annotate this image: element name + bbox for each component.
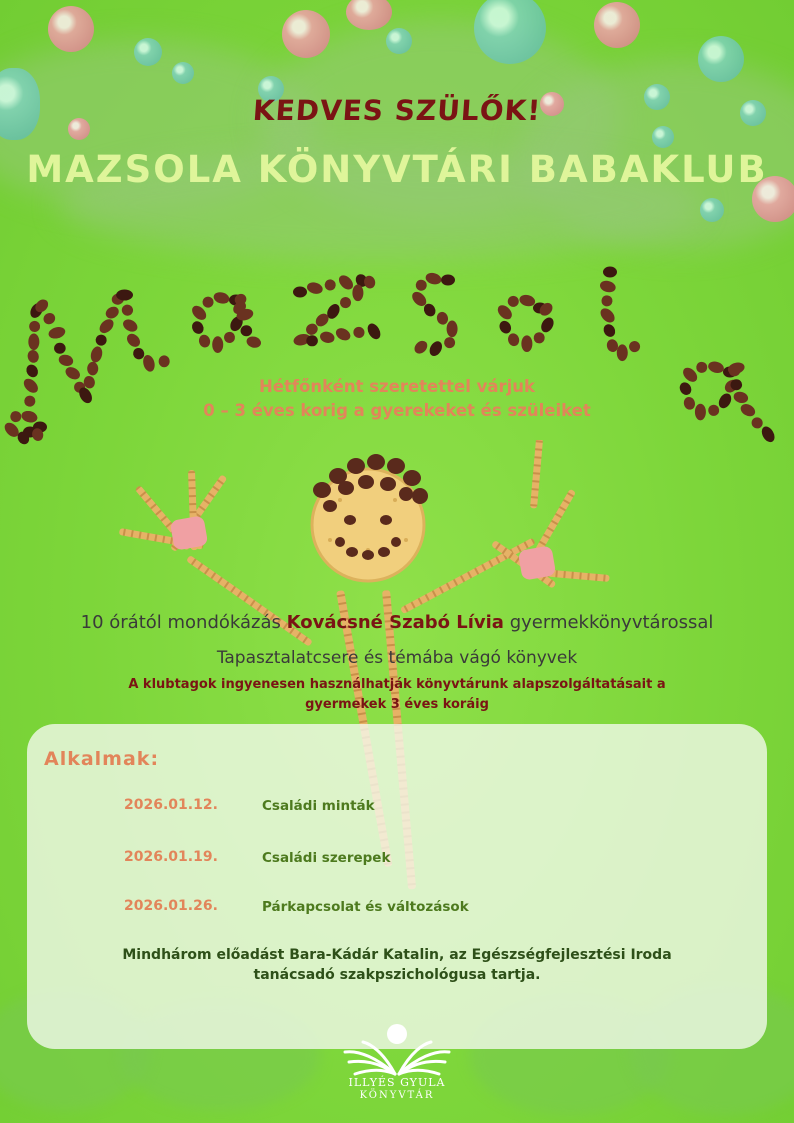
- free-service-line-1: A klubtagok ingyenesen használhatják könyvtárunk alapszolgáltatásait a: [128, 677, 666, 692]
- raisin: [336, 273, 355, 292]
- raisin: [190, 319, 206, 336]
- raisin: [352, 284, 363, 301]
- raisin: [28, 333, 39, 350]
- bubble-decoration: [134, 38, 162, 66]
- raisin: [507, 332, 521, 347]
- raisin: [427, 339, 444, 358]
- raisin: [694, 360, 709, 375]
- greeting-heading: KEDVES SZÜLŐK!: [251, 94, 543, 127]
- logo-line-1: ILLYÉS GYULA: [348, 1076, 446, 1089]
- raisin: [412, 338, 430, 356]
- raisin: [532, 331, 545, 345]
- session-date: 2026.01.19.: [124, 849, 218, 865]
- session-date: 2026.01.12.: [124, 797, 218, 813]
- raisin: [28, 320, 41, 334]
- free-service-line-2: gyermekek 3 éves koráig: [305, 697, 489, 712]
- bubble-decoration: [48, 6, 94, 52]
- raisin: [598, 306, 617, 325]
- bubble-decoration: [386, 28, 412, 54]
- raisin: [435, 311, 449, 326]
- intro-line-2: 0 – 3 éves korig a gyerekeket és szüleiket: [203, 401, 591, 420]
- raisin: [539, 315, 556, 334]
- sessions-title: Alkalmak:: [44, 748, 160, 770]
- raisin: [617, 344, 628, 361]
- host-role: gyermekkönyvtárossal: [509, 612, 714, 633]
- bubble-decoration: [282, 10, 330, 58]
- free-service-note: [0, 675, 794, 715]
- bubble-decoration: [698, 36, 744, 82]
- raisin: [104, 304, 121, 320]
- raisin: [521, 335, 532, 352]
- raisin: [365, 321, 383, 341]
- raisin: [441, 275, 455, 286]
- raisin: [323, 277, 338, 292]
- raisin: [306, 335, 318, 346]
- raisin: [121, 303, 135, 317]
- raisin: [97, 317, 116, 336]
- raisin: [424, 271, 442, 286]
- session-topic: Párkapcsolat és változások: [262, 899, 469, 915]
- raisin: [601, 322, 617, 339]
- raisin: [241, 325, 253, 336]
- raisin: [351, 325, 367, 341]
- exchange-line: Tapasztalatcsere és témába vágó könyvek: [216, 648, 578, 668]
- raisin: [497, 319, 513, 336]
- raisin: [707, 360, 725, 375]
- program-line: [0, 612, 794, 633]
- bubble-decoration: [700, 198, 724, 222]
- raisin: [159, 355, 170, 367]
- bubble-decoration: [594, 2, 640, 48]
- raisin: [212, 291, 230, 306]
- raisin: [212, 336, 223, 353]
- lecturer-note: [0, 945, 794, 985]
- open-book-sun-icon: [337, 1022, 457, 1122]
- program-time-text: 10 órától mondókázás: [80, 612, 281, 633]
- raisin: [89, 345, 104, 364]
- raisin: [443, 336, 456, 350]
- raisin: [599, 279, 617, 294]
- raisin: [306, 281, 324, 296]
- sessions-panel: [27, 724, 767, 1049]
- raisin: [121, 317, 140, 334]
- raisin: [47, 325, 66, 340]
- raisin: [57, 353, 74, 367]
- raisin: [124, 331, 142, 349]
- session-date: 2026.01.26.: [124, 898, 218, 914]
- raisin: [141, 354, 156, 373]
- raisin: [293, 287, 307, 298]
- lecturer-note-line-2: tanácsadó szakpszichológusa tartja.: [253, 967, 541, 983]
- raisin: [26, 349, 40, 364]
- raisin: [54, 343, 66, 354]
- raisin: [245, 335, 262, 349]
- raisin: [759, 424, 777, 444]
- raisin: [334, 326, 353, 343]
- raisin: [41, 311, 57, 326]
- intro-line-1: Hétfőnként szeretettel várjuk: [258, 377, 536, 396]
- lecturer-note-line-1: Mindhárom előadást Bara-Kádár Katalin, az Egészségfejlesztési Iroda: [122, 947, 672, 963]
- raisin: [201, 295, 216, 310]
- raisin: [603, 267, 617, 278]
- raisin: [447, 321, 458, 338]
- raisin: [223, 331, 236, 345]
- page-title: MAZSOLA KÖNYVTÁRI BABAKLUB: [26, 148, 768, 191]
- raisin: [87, 362, 98, 375]
- host-name: Kovácsné Szabó Lívia: [286, 612, 504, 633]
- raisin: [599, 293, 614, 308]
- raisin: [339, 296, 352, 310]
- session-topic: Családi szerepek: [262, 850, 391, 866]
- raisin: [319, 330, 336, 344]
- raisin: [116, 290, 133, 301]
- raisin: [198, 333, 212, 348]
- raisin: [506, 294, 521, 309]
- raisin: [628, 340, 641, 354]
- session-topic: Családi minták: [262, 798, 375, 814]
- logo-line-2: KÖNYVTÁR: [359, 1090, 435, 1101]
- raisin: [94, 333, 109, 348]
- bubble-decoration: [652, 126, 674, 148]
- bubble-decoration: [172, 62, 194, 84]
